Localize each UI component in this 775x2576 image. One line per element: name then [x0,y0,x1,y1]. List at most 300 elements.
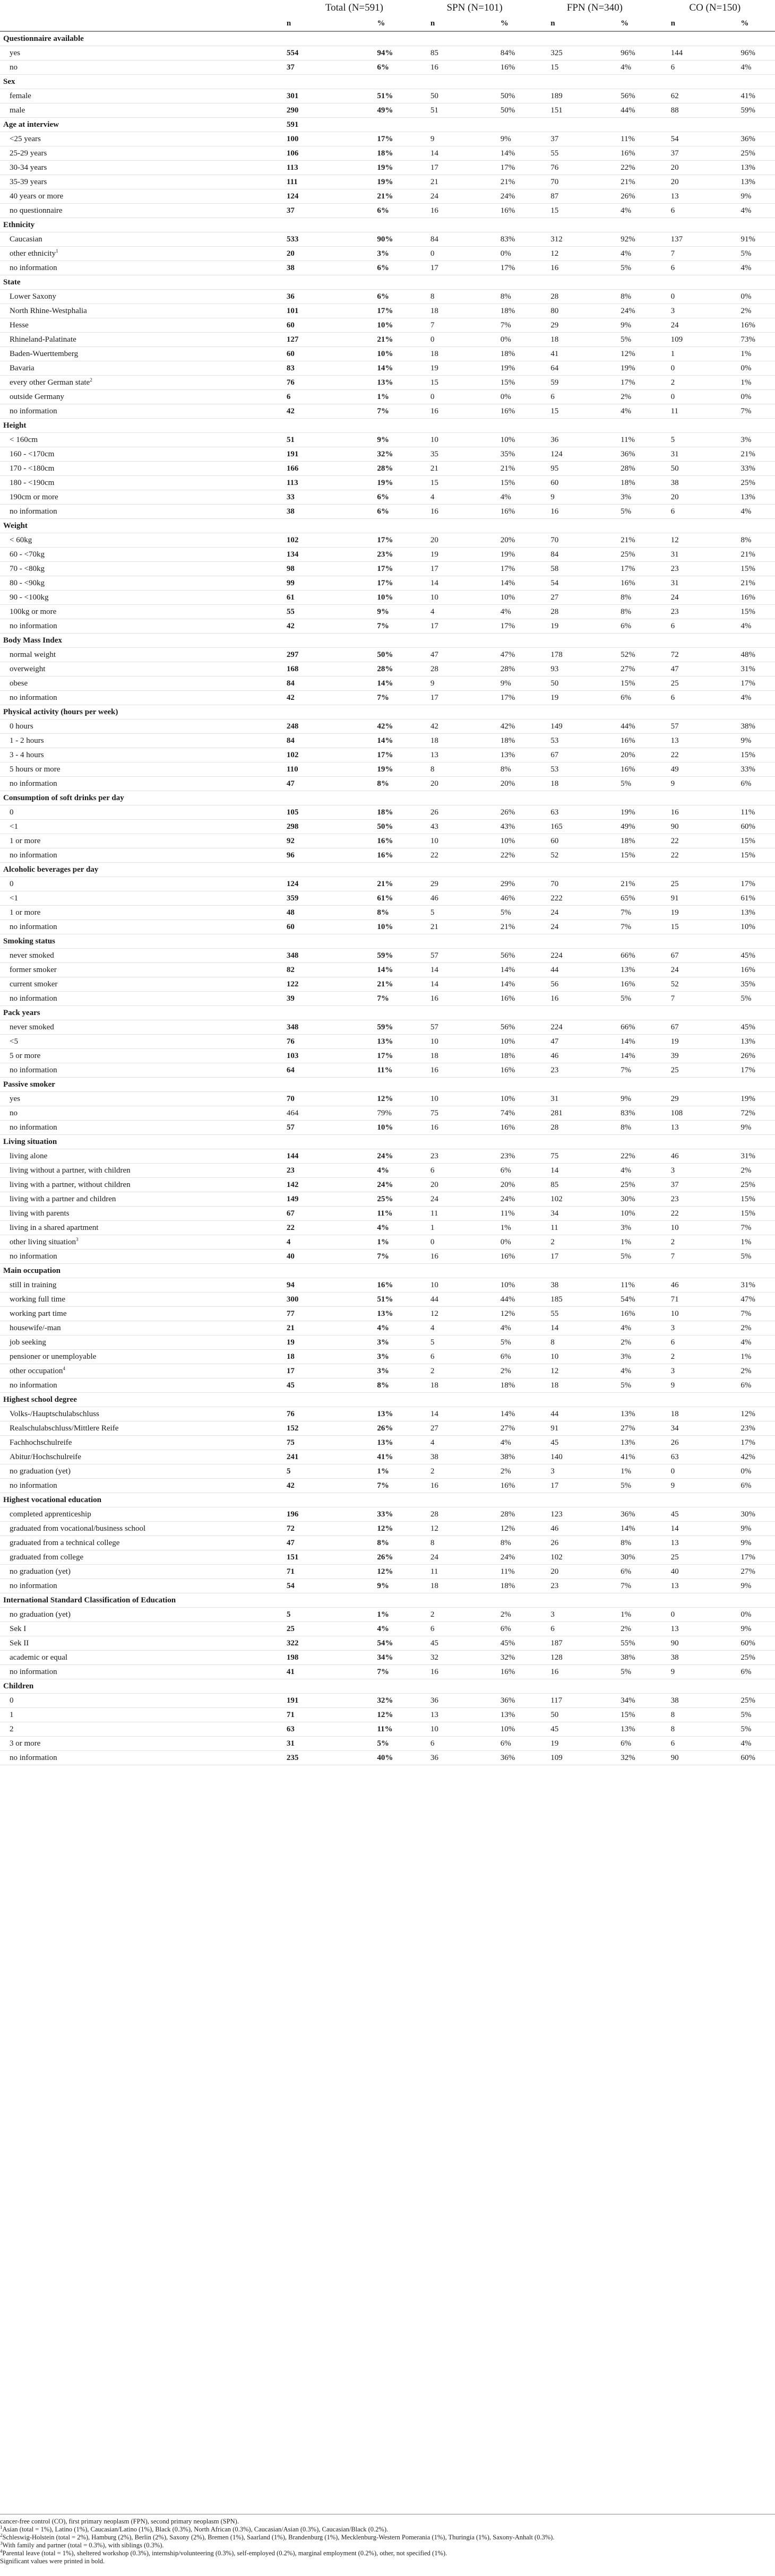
empty-cell [589,1593,655,1608]
total-n-cell: 76 [282,376,348,390]
co-n-cell: 15 [655,920,709,934]
total-n-cell: 359 [282,891,348,906]
empty-cell [589,1006,655,1020]
row-label-cell [0,1694,282,1708]
total-pct-cell: 9% [348,605,414,619]
co-n-cell: 19 [655,906,709,920]
co-n-cell: 90 [655,820,709,834]
row-label: 100kg or more [10,608,57,616]
fpn-pct-cell: 44% [589,103,655,118]
fpn-pct-cell: 66% [589,1020,655,1035]
spn-n-cell: 29 [415,877,469,891]
fpn-pct-cell: 25% [589,548,655,562]
row-label-cell [0,877,282,891]
empty-cell [415,791,469,805]
spn-pct-cell: 6% [469,1737,535,1751]
empty-cell [348,1393,414,1407]
table-row [0,1651,775,1665]
empty-cell [415,1593,469,1608]
table-row [0,605,775,619]
co-pct-cell: 0% [709,1464,775,1479]
fpn-pct-cell: 6% [589,1565,655,1579]
empty-cell [589,75,655,89]
fpn-pct-cell: 3% [589,490,655,505]
co-n-cell: 5 [655,433,709,447]
table-row [0,433,775,447]
fpn-pct-cell: 13% [589,1407,655,1421]
spn-pct-cell: 26% [469,805,535,820]
total-pct-cell: 17% [348,533,414,548]
fpn-pct-cell: 27% [589,1421,655,1436]
spn-n-cell: 57 [415,1020,469,1035]
co-n-cell: 144 [655,46,709,60]
spn-n-cell: 57 [415,949,469,963]
total-n-cell: 102 [282,533,348,548]
co-pct-cell: 6% [709,1665,775,1679]
empty-cell [709,118,775,132]
empty-cell [415,1264,469,1278]
spn-pct-cell: 16% [469,1121,535,1135]
row-label-cell [0,60,282,75]
spn-pct-cell: 19% [469,548,535,562]
row-label-cell [0,1608,282,1622]
spn-pct-cell: 20% [469,533,535,548]
table-row [0,906,775,920]
fpn-pct-cell: 5% [589,1378,655,1393]
spn-pct-cell: 18% [469,347,535,361]
row-label: graduated from vocational/business school [10,1524,146,1533]
row-label-cell [0,1651,282,1665]
row-label: pensioner or unemployable [10,1352,97,1361]
co-n-cell: 13 [655,1579,709,1593]
empty-cell [469,934,535,949]
table-row [0,1149,775,1164]
empty-cell [589,519,655,533]
table-row [0,877,775,891]
fpn-n-cell: 37 [535,132,589,146]
section-title: Weight [0,519,282,533]
spn-n-cell: 14 [415,1407,469,1421]
row-label-cell [0,1507,282,1522]
footnote-number: 4 [0,2549,3,2554]
row-label: housewife/-man [10,1324,61,1332]
row-label-cell [0,146,282,161]
fpn-pct-cell: 3% [589,1350,655,1364]
table-row [0,719,775,734]
empty-cell [415,419,469,433]
total-n-cell: 122 [282,977,348,992]
row-label: living with parents [10,1209,70,1218]
spn-pct-cell: 0% [469,1235,535,1250]
row-label-cell [0,304,282,318]
co-n-cell: 13 [655,1536,709,1550]
co-pct-cell: 19% [709,1092,775,1106]
row-label-cell [0,1250,282,1264]
co-n-cell: 0 [655,361,709,376]
spn-n-cell: 19 [415,548,469,562]
co-n-cell: 9 [655,1665,709,1679]
total-n-cell: 47 [282,1536,348,1550]
total-pct-cell: 25% [348,1192,414,1207]
footnote-text: Significant values were printed in bold. [0,2557,105,2565]
section-total-n [282,1679,348,1694]
fpn-pct-cell: 13% [589,1436,655,1450]
empty-cell [589,1393,655,1407]
total-pct-cell: 32% [348,447,414,462]
co-n-cell: 23 [655,605,709,619]
empty-cell [655,634,709,648]
empty-cell [655,75,709,89]
spn-pct-cell: 17% [469,562,535,576]
co-pct-cell: 0% [709,390,775,404]
section-header-row [0,634,775,648]
row-label-cell [0,1063,282,1078]
spn-pct-cell: 29% [469,877,535,891]
total-pct-cell: 6% [348,490,414,505]
row-label: never smoked [10,1023,54,1031]
fpn-pct-cell: 30% [589,1550,655,1565]
co-n-cell: 13 [655,734,709,748]
fpn-n-cell: 222 [535,891,589,906]
fpn-n-cell: 44 [535,1407,589,1421]
fpn-pct-cell: 92% [589,232,655,247]
co-pct-cell: 26% [709,1049,775,1063]
table-row [0,318,775,333]
fpn-n-cell: 16 [535,261,589,275]
section-header-row [0,863,775,877]
section-title: Sex [0,75,282,89]
spn-n-cell: 42 [415,719,469,734]
row-label-cell [0,390,282,404]
co-n-cell: 38 [655,476,709,490]
row-label-cell [0,1751,282,1765]
fpn-n-cell: 140 [535,1450,589,1464]
row-label-cell [0,1293,282,1307]
fpn-n-cell: 12 [535,247,589,261]
row-label: no information [10,779,57,788]
row-label: 190cm or more [10,493,58,501]
table-row [0,676,775,691]
empty-cell [348,218,414,232]
co-n-cell: 31 [655,548,709,562]
spn-pct-cell: 10% [469,433,535,447]
total-n-cell: 102 [282,748,348,762]
total-n-cell: 348 [282,1020,348,1035]
row-label: overweight [10,665,46,673]
spn-pct-cell: 42% [469,719,535,734]
co-n-cell: 3 [655,304,709,318]
fpn-pct-cell: 5% [589,333,655,347]
spn-n-cell: 2 [415,1464,469,1479]
co-n-cell: 10 [655,1307,709,1321]
fpn-pct-cell: 8% [589,1536,655,1550]
spn-n-cell: 16 [415,1250,469,1264]
spn-pct-cell: 46% [469,891,535,906]
co-n-cell: 9 [655,1479,709,1493]
co-pct-cell: 13% [709,161,775,175]
empty-cell [709,1006,775,1020]
empty-cell [709,1135,775,1149]
co-pct-cell: 10% [709,920,775,934]
total-n-cell: 60 [282,318,348,333]
empty-cell [709,863,775,877]
co-n-cell: 3 [655,1164,709,1178]
fpn-pct-cell: 4% [589,247,655,261]
empty-cell [535,419,589,433]
co-n-cell: 90 [655,1636,709,1651]
row-label-cell [0,719,282,734]
total-n-cell: 96 [282,848,348,863]
section-total-n [282,1078,348,1092]
row-label: < 60kg [10,536,32,544]
co-pct-cell: 33% [709,762,775,777]
fpn-n-cell: 53 [535,734,589,748]
table-row [0,476,775,490]
row-label-cell [0,1092,282,1106]
table-row [0,204,775,218]
section-title: Physical activity (hours per week) [0,705,282,719]
fpn-pct-cell: 11% [589,433,655,447]
fpn-pct-cell: 8% [589,1121,655,1135]
row-label-cell [0,132,282,146]
total-pct-cell: 6% [348,505,414,519]
total-pct-cell: 10% [348,591,414,605]
fpn-n-cell: 59 [535,376,589,390]
table-row [0,848,775,863]
spn-pct-cell: 5% [469,906,535,920]
spn-n-cell: 10 [415,1035,469,1049]
row-label-cell [0,1207,282,1221]
fpn-pct-cell: 4% [589,1364,655,1378]
row-label: no information [10,994,57,1003]
empty-cell [469,1393,535,1407]
co-pct-cell: 27% [709,1565,775,1579]
empty-cell [348,1006,414,1020]
spn-pct-cell: 13% [469,748,535,762]
spn-n-cell: 1 [415,1221,469,1235]
total-pct-cell: 59% [348,949,414,963]
total-n-cell: 94 [282,1278,348,1293]
row-label: never smoked [10,951,54,960]
total-n-cell: 39 [282,992,348,1006]
row-label-cell [0,1049,282,1063]
total-n-cell: 554 [282,46,348,60]
empty-cell [415,218,469,232]
fpn-n-cell: 15 [535,60,589,75]
co-n-cell: 50 [655,462,709,476]
row-label: 5 or more [10,1052,41,1060]
row-label-cell [0,906,282,920]
table-row [0,1250,775,1264]
co-n-cell: 62 [655,89,709,103]
co-pct-cell: 15% [709,748,775,762]
table-row [0,1335,775,1350]
table-row [0,1278,775,1293]
total-pct-cell: 33% [348,1507,414,1522]
table-row [0,648,775,662]
spn-n-cell: 21 [415,175,469,189]
empty-cell [535,1679,589,1694]
empty-cell [535,1393,589,1407]
co-n-cell: 3 [655,1321,709,1335]
fpn-n-cell: 45 [535,1722,589,1737]
co-pct-cell: 17% [709,1063,775,1078]
spn-pct-cell: 20% [469,777,535,791]
total-n-cell: 63 [282,1722,348,1737]
spn-n-cell: 15 [415,376,469,390]
fpn-n-cell: 15 [535,404,589,419]
empty-cell [469,1264,535,1278]
fpn-pct-cell: 2% [589,390,655,404]
fpn-pct-cell: 14% [589,1035,655,1049]
spn-pct-cell: 20% [469,1178,535,1192]
row-label-cell [0,247,282,261]
total-pct-cell: 7% [348,404,414,419]
section-title: International Standard Classification of Education [0,1593,282,1608]
total-pct-cell: 8% [348,1378,414,1393]
spn-pct-cell: 0% [469,247,535,261]
co-n-cell: 24 [655,591,709,605]
co-pct-cell: 15% [709,605,775,619]
total-pct-cell: 59% [348,1020,414,1035]
total-pct-cell: 17% [348,576,414,591]
total-pct-cell: 24% [348,1178,414,1192]
empty-cell [589,1078,655,1092]
co-n-cell: 67 [655,949,709,963]
row-label: no information [10,851,57,860]
empty-cell [655,1264,709,1278]
fpn-pct-cell: 4% [589,1164,655,1178]
header-corner [0,0,282,16]
spn-n-cell: 36 [415,1751,469,1765]
empty-cell [415,1135,469,1149]
fpn-pct-cell: 16% [589,576,655,591]
empty-cell [655,1493,709,1507]
fpn-n-cell: 102 [535,1550,589,1565]
row-label: 1 or more [10,837,41,845]
total-pct-cell: 11% [348,1722,414,1737]
fpn-pct-cell: 4% [589,404,655,419]
total-pct-cell: 13% [348,376,414,390]
co-n-cell: 0 [655,290,709,304]
table-row [0,1164,775,1178]
fpn-n-cell: 53 [535,762,589,777]
fpn-n-cell: 85 [535,1178,589,1192]
row-label-cell [0,1164,282,1178]
spn-pct-cell: 6% [469,1622,535,1636]
spn-pct-cell: 14% [469,576,535,591]
spn-pct-cell: 16% [469,1063,535,1078]
total-pct-cell: 6% [348,60,414,75]
fpn-n-cell: 87 [535,189,589,204]
fpn-n-cell: 50 [535,1708,589,1722]
fpn-pct-cell: 4% [589,1321,655,1335]
row-label: living without a partner, with children [10,1166,131,1175]
co-pct-cell: 2% [709,1164,775,1178]
row-label-cell [0,1364,282,1378]
total-n-cell: 5 [282,1464,348,1479]
fpn-n-cell: 28 [535,1121,589,1135]
table-row [0,662,775,676]
table-row [0,533,775,548]
empty-cell [415,1078,469,1092]
row-label: <1 [10,822,18,831]
spn-n-cell: 28 [415,662,469,676]
table-row [0,1364,775,1378]
row-label-cell [0,1421,282,1436]
footnote [0,2557,775,2565]
spn-n-cell: 44 [415,1293,469,1307]
row-label: living in a shared apartment [10,1224,99,1232]
table-row [0,748,775,762]
row-label: 180 - <190cm [10,479,55,487]
total-pct-cell: 9% [348,1579,414,1593]
fpn-n-cell: 189 [535,89,589,103]
row-label: 70 - <80kg [10,565,45,573]
empty-cell [589,419,655,433]
spn-n-cell: 16 [415,505,469,519]
row-label: 170 - <180cm [10,464,55,473]
row-label-cell [0,1321,282,1335]
total-n-cell: 31 [282,1737,348,1751]
fpn-n-cell: 16 [535,1665,589,1679]
total-pct-cell: 10% [348,1121,414,1135]
spn-n-cell: 20 [415,1178,469,1192]
total-n-cell: 19 [282,1335,348,1350]
fpn-pct-cell: 54% [589,1293,655,1307]
row-label-cell [0,1192,282,1207]
spn-pct-cell: 8% [469,290,535,304]
fpn-pct-cell: 5% [589,1250,655,1264]
empty-cell [348,118,414,132]
table-row [0,1722,775,1737]
co-n-cell: 137 [655,232,709,247]
row-label: no graduation (yet) [10,1467,71,1476]
empty-cell [469,1593,535,1608]
spn-n-cell: 18 [415,1579,469,1593]
empty-cell [469,705,535,719]
spn-pct-cell: 9% [469,676,535,691]
co-pct-cell: 5% [709,1708,775,1722]
total-n-cell: 72 [282,1522,348,1536]
fpn-n-cell: 50 [535,676,589,691]
section-header-row [0,1593,775,1608]
fpn-n-cell: 36 [535,433,589,447]
co-pct-cell: 45% [709,1020,775,1035]
co-n-cell: 108 [655,1106,709,1121]
spn-pct-cell: 23% [469,1149,535,1164]
total-pct-cell: 28% [348,462,414,476]
table-row [0,390,775,404]
section-total-n [282,75,348,89]
fpn-pct-cell: 38% [589,1651,655,1665]
empty-cell [469,218,535,232]
row-label: <5 [10,1037,18,1046]
fpn-pct-cell: 14% [589,1522,655,1536]
co-pct-cell: 30% [709,1507,775,1522]
fpn-n-cell: 29 [535,318,589,333]
co-n-cell: 3 [655,1364,709,1378]
row-label: no information [10,1582,57,1590]
total-pct-cell: 1% [348,1608,414,1622]
row-label: <1 [10,894,18,903]
table-row [0,1708,775,1722]
empty-cell [415,1006,469,1020]
spn-pct-cell: 19% [469,361,535,376]
total-pct-cell: 17% [348,748,414,762]
co-pct-cell: 4% [709,619,775,634]
row-label-cell [0,1020,282,1035]
